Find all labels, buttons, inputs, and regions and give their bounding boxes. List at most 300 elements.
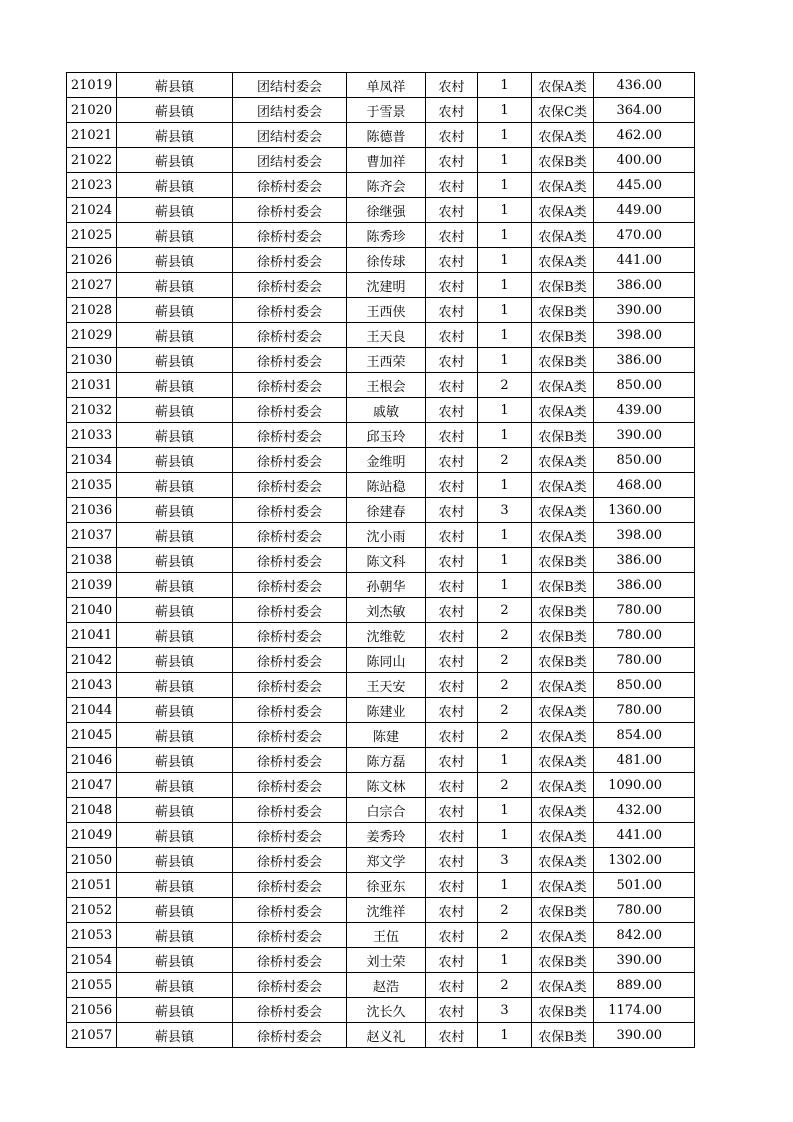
person-name-cell: 陈同山 xyxy=(347,648,426,673)
amount-cell: 481.00 xyxy=(594,748,695,773)
person-name-cell: 刘士荣 xyxy=(347,948,426,973)
record-id-cell: 21037 xyxy=(67,523,117,548)
household-count-cell: 1 xyxy=(478,523,532,548)
person-name-cell: 白宗合 xyxy=(347,798,426,823)
insurance-class-cell: 农保B类 xyxy=(532,623,594,648)
town-cell: 蕲县镇 xyxy=(117,273,233,298)
insurance-class-cell: 农保A类 xyxy=(532,823,594,848)
table-row xyxy=(67,998,695,1023)
insurance-class-cell: 农保A类 xyxy=(532,798,594,823)
town-cell: 蕲县镇 xyxy=(117,423,233,448)
residence-type-cell: 农村 xyxy=(426,623,478,648)
insurance-class-cell: 农保A类 xyxy=(532,498,594,523)
person-name-cell: 陈方磊 xyxy=(347,748,426,773)
residence-type-cell: 农村 xyxy=(426,223,478,248)
insurance-class-cell: 农保B类 xyxy=(532,298,594,323)
residence-type-cell: 农村 xyxy=(426,598,478,623)
amount-cell: 850.00 xyxy=(594,448,695,473)
household-count-cell: 1 xyxy=(478,123,532,148)
insurance-class-cell: 农保A类 xyxy=(532,923,594,948)
household-count-cell: 1 xyxy=(478,198,532,223)
record-id-cell: 21031 xyxy=(67,373,117,398)
person-name-cell: 沈维祥 xyxy=(347,898,426,923)
insurance-class-cell: 农保A类 xyxy=(532,698,594,723)
household-count-cell: 1 xyxy=(478,298,532,323)
amount-cell: 468.00 xyxy=(594,473,695,498)
person-name-cell: 徐建春 xyxy=(347,498,426,523)
residence-type-cell: 农村 xyxy=(426,748,478,773)
person-name-cell: 沈小雨 xyxy=(347,523,426,548)
household-count-cell: 2 xyxy=(478,373,532,398)
residence-type-cell: 农村 xyxy=(426,773,478,798)
record-id-cell: 21026 xyxy=(67,248,117,273)
person-name-cell: 曹加祥 xyxy=(347,148,426,173)
person-name-cell: 戚敏 xyxy=(347,398,426,423)
table-row xyxy=(67,73,695,98)
table-row xyxy=(67,523,695,548)
table-row xyxy=(67,273,695,298)
village-committee-cell: 徐桥村委会 xyxy=(233,248,347,273)
record-id-cell: 21036 xyxy=(67,498,117,523)
table-row xyxy=(67,623,695,648)
record-id-cell: 21045 xyxy=(67,723,117,748)
amount-cell: 854.00 xyxy=(594,723,695,748)
person-name-cell: 徐亚东 xyxy=(347,873,426,898)
household-count-cell: 3 xyxy=(478,848,532,873)
insurance-class-cell: 农保A类 xyxy=(532,773,594,798)
village-committee-cell: 徐桥村委会 xyxy=(233,198,347,223)
record-id-cell: 21025 xyxy=(67,223,117,248)
town-cell: 蕲县镇 xyxy=(117,523,233,548)
person-name-cell: 王西荣 xyxy=(347,348,426,373)
table-row xyxy=(67,898,695,923)
village-committee-cell: 团结村委会 xyxy=(233,98,347,123)
person-name-cell: 陈建业 xyxy=(347,698,426,723)
village-committee-cell: 徐桥村委会 xyxy=(233,523,347,548)
amount-cell: 462.00 xyxy=(594,123,695,148)
village-committee-cell: 徐桥村委会 xyxy=(233,998,347,1023)
insurance-class-cell: 农保A类 xyxy=(532,523,594,548)
village-committee-cell: 徐桥村委会 xyxy=(233,848,347,873)
residence-type-cell: 农村 xyxy=(426,798,478,823)
residence-type-cell: 农村 xyxy=(426,973,478,998)
village-committee-cell: 徐桥村委会 xyxy=(233,773,347,798)
record-id-cell: 21057 xyxy=(67,1023,117,1048)
town-cell: 蕲县镇 xyxy=(117,998,233,1023)
residence-type-cell: 农村 xyxy=(426,148,478,173)
household-count-cell: 1 xyxy=(478,873,532,898)
residence-type-cell: 农村 xyxy=(426,248,478,273)
residence-type-cell: 农村 xyxy=(426,698,478,723)
record-id-cell: 21044 xyxy=(67,698,117,723)
record-id-cell: 21032 xyxy=(67,398,117,423)
household-count-cell: 1 xyxy=(478,1023,532,1048)
person-name-cell: 徐传球 xyxy=(347,248,426,273)
town-cell: 蕲县镇 xyxy=(117,848,233,873)
table-row xyxy=(67,398,695,423)
table-row xyxy=(67,673,695,698)
town-cell: 蕲县镇 xyxy=(117,573,233,598)
amount-cell: 889.00 xyxy=(594,973,695,998)
residence-type-cell: 农村 xyxy=(426,448,478,473)
village-committee-cell: 徐桥村委会 xyxy=(233,748,347,773)
table-row xyxy=(67,423,695,448)
amount-cell: 400.00 xyxy=(594,148,695,173)
record-id-cell: 21027 xyxy=(67,273,117,298)
insurance-class-cell: 农保A类 xyxy=(532,73,594,98)
record-id-cell: 21020 xyxy=(67,98,117,123)
record-id-cell: 21048 xyxy=(67,798,117,823)
insurance-class-cell: 农保B类 xyxy=(532,323,594,348)
town-cell: 蕲县镇 xyxy=(117,948,233,973)
person-name-cell: 沈维乾 xyxy=(347,623,426,648)
town-cell: 蕲县镇 xyxy=(117,648,233,673)
village-committee-cell: 徐桥村委会 xyxy=(233,398,347,423)
record-id-cell: 21043 xyxy=(67,673,117,698)
record-id-cell: 21053 xyxy=(67,923,117,948)
town-cell: 蕲县镇 xyxy=(117,1023,233,1048)
town-cell: 蕲县镇 xyxy=(117,173,233,198)
village-committee-cell: 团结村委会 xyxy=(233,123,347,148)
residence-type-cell: 农村 xyxy=(426,348,478,373)
table-row xyxy=(67,823,695,848)
town-cell: 蕲县镇 xyxy=(117,398,233,423)
household-count-cell: 2 xyxy=(478,898,532,923)
insurance-class-cell: 农保B类 xyxy=(532,273,594,298)
amount-cell: 386.00 xyxy=(594,273,695,298)
amount-cell: 780.00 xyxy=(594,623,695,648)
household-count-cell: 1 xyxy=(478,798,532,823)
record-id-cell: 21056 xyxy=(67,998,117,1023)
residence-type-cell: 农村 xyxy=(426,298,478,323)
household-count-cell: 1 xyxy=(478,223,532,248)
town-cell: 蕲县镇 xyxy=(117,448,233,473)
person-name-cell: 于雪景 xyxy=(347,98,426,123)
village-committee-cell: 徐桥村委会 xyxy=(233,598,347,623)
table-row xyxy=(67,848,695,873)
household-count-cell: 3 xyxy=(478,498,532,523)
village-committee-cell: 徐桥村委会 xyxy=(233,373,347,398)
record-id-cell: 21024 xyxy=(67,198,117,223)
person-name-cell: 郑文学 xyxy=(347,848,426,873)
table-row xyxy=(67,448,695,473)
insurance-class-cell: 农保A类 xyxy=(532,748,594,773)
household-count-cell: 2 xyxy=(478,723,532,748)
table-row xyxy=(67,123,695,148)
table-body xyxy=(67,73,695,1048)
person-name-cell: 孙朝华 xyxy=(347,573,426,598)
amount-cell: 432.00 xyxy=(594,798,695,823)
amount-cell: 390.00 xyxy=(594,948,695,973)
amount-cell: 842.00 xyxy=(594,923,695,948)
insurance-class-cell: 农保B类 xyxy=(532,1023,594,1048)
town-cell: 蕲县镇 xyxy=(117,923,233,948)
table-row xyxy=(67,98,695,123)
person-name-cell: 赵浩 xyxy=(347,973,426,998)
household-count-cell: 1 xyxy=(478,423,532,448)
insurance-class-cell: 农保A类 xyxy=(532,973,594,998)
amount-cell: 386.00 xyxy=(594,348,695,373)
insurance-class-cell: 农保B类 xyxy=(532,573,594,598)
person-name-cell: 陈秀珍 xyxy=(347,223,426,248)
person-name-cell: 陈德普 xyxy=(347,123,426,148)
person-name-cell: 刘杰敏 xyxy=(347,598,426,623)
town-cell: 蕲县镇 xyxy=(117,248,233,273)
household-count-cell: 1 xyxy=(478,823,532,848)
amount-cell: 780.00 xyxy=(594,698,695,723)
table-row xyxy=(67,548,695,573)
table-row xyxy=(67,598,695,623)
table-row xyxy=(67,698,695,723)
record-id-cell: 21030 xyxy=(67,348,117,373)
household-count-cell: 1 xyxy=(478,398,532,423)
person-name-cell: 王根会 xyxy=(347,373,426,398)
insurance-class-cell: 农保C类 xyxy=(532,98,594,123)
village-committee-cell: 徐桥村委会 xyxy=(233,823,347,848)
insurance-class-cell: 农保A类 xyxy=(532,848,594,873)
person-name-cell: 金维明 xyxy=(347,448,426,473)
household-count-cell: 2 xyxy=(478,698,532,723)
residence-type-cell: 农村 xyxy=(426,898,478,923)
village-committee-cell: 徐桥村委会 xyxy=(233,898,347,923)
amount-cell: 439.00 xyxy=(594,398,695,423)
town-cell: 蕲县镇 xyxy=(117,623,233,648)
amount-cell: 398.00 xyxy=(594,323,695,348)
village-committee-cell: 徐桥村委会 xyxy=(233,698,347,723)
household-count-cell: 1 xyxy=(478,948,532,973)
village-committee-cell: 徐桥村委会 xyxy=(233,1023,347,1048)
record-id-cell: 21039 xyxy=(67,573,117,598)
table-row xyxy=(67,798,695,823)
record-id-cell: 21019 xyxy=(67,73,117,98)
person-name-cell: 陈文科 xyxy=(347,548,426,573)
table-row xyxy=(67,1023,695,1048)
residence-type-cell: 农村 xyxy=(426,1023,478,1048)
household-count-cell: 1 xyxy=(478,98,532,123)
table-row xyxy=(67,323,695,348)
household-count-cell: 2 xyxy=(478,673,532,698)
village-committee-cell: 徐桥村委会 xyxy=(233,573,347,598)
person-name-cell: 沈建明 xyxy=(347,273,426,298)
table-row xyxy=(67,648,695,673)
record-id-cell: 21046 xyxy=(67,748,117,773)
village-committee-cell: 徐桥村委会 xyxy=(233,923,347,948)
insurance-class-cell: 农保B类 xyxy=(532,348,594,373)
person-name-cell: 陈齐会 xyxy=(347,173,426,198)
table-row xyxy=(67,373,695,398)
town-cell: 蕲县镇 xyxy=(117,698,233,723)
residence-type-cell: 农村 xyxy=(426,923,478,948)
record-id-cell: 21052 xyxy=(67,898,117,923)
residence-type-cell: 农村 xyxy=(426,998,478,1023)
insurance-class-cell: 农保A类 xyxy=(532,198,594,223)
town-cell: 蕲县镇 xyxy=(117,123,233,148)
amount-cell: 470.00 xyxy=(594,223,695,248)
amount-cell: 445.00 xyxy=(594,173,695,198)
household-count-cell: 2 xyxy=(478,648,532,673)
amount-cell: 780.00 xyxy=(594,898,695,923)
person-name-cell: 单凤祥 xyxy=(347,73,426,98)
household-count-cell: 1 xyxy=(478,748,532,773)
village-committee-cell: 徐桥村委会 xyxy=(233,448,347,473)
town-cell: 蕲县镇 xyxy=(117,798,233,823)
village-committee-cell: 徐桥村委会 xyxy=(233,673,347,698)
residence-type-cell: 农村 xyxy=(426,523,478,548)
person-name-cell: 徐继强 xyxy=(347,198,426,223)
table-row xyxy=(67,148,695,173)
table-row xyxy=(67,298,695,323)
amount-cell: 441.00 xyxy=(594,823,695,848)
household-count-cell: 2 xyxy=(478,623,532,648)
town-cell: 蕲县镇 xyxy=(117,673,233,698)
record-id-cell: 21051 xyxy=(67,873,117,898)
table-row xyxy=(67,223,695,248)
residence-type-cell: 农村 xyxy=(426,373,478,398)
household-count-cell: 2 xyxy=(478,448,532,473)
household-count-cell: 1 xyxy=(478,173,532,198)
person-name-cell: 王天良 xyxy=(347,323,426,348)
village-committee-cell: 徐桥村委会 xyxy=(233,173,347,198)
residence-type-cell: 农村 xyxy=(426,173,478,198)
village-committee-cell: 徐桥村委会 xyxy=(233,948,347,973)
table-row xyxy=(67,473,695,498)
amount-cell: 436.00 xyxy=(594,73,695,98)
residence-type-cell: 农村 xyxy=(426,73,478,98)
village-committee-cell: 团结村委会 xyxy=(233,73,347,98)
residence-type-cell: 农村 xyxy=(426,723,478,748)
insurance-class-cell: 农保A类 xyxy=(532,673,594,698)
residence-type-cell: 农村 xyxy=(426,123,478,148)
town-cell: 蕲县镇 xyxy=(117,298,233,323)
residence-type-cell: 农村 xyxy=(426,198,478,223)
residence-type-cell: 农村 xyxy=(426,548,478,573)
village-committee-cell: 徐桥村委会 xyxy=(233,623,347,648)
household-count-cell: 1 xyxy=(478,148,532,173)
village-committee-cell: 徐桥村委会 xyxy=(233,298,347,323)
insurance-class-cell: 农保B类 xyxy=(532,648,594,673)
household-count-cell: 1 xyxy=(478,73,532,98)
residence-type-cell: 农村 xyxy=(426,273,478,298)
household-count-cell: 1 xyxy=(478,273,532,298)
household-count-cell: 1 xyxy=(478,548,532,573)
insurance-class-cell: 农保B类 xyxy=(532,598,594,623)
household-count-cell: 2 xyxy=(478,598,532,623)
insurance-class-cell: 农保A类 xyxy=(532,173,594,198)
residence-type-cell: 农村 xyxy=(426,673,478,698)
insurance-class-cell: 农保A类 xyxy=(532,398,594,423)
town-cell: 蕲县镇 xyxy=(117,498,233,523)
village-committee-cell: 徐桥村委会 xyxy=(233,798,347,823)
village-committee-cell: 徐桥村委会 xyxy=(233,648,347,673)
amount-cell: 390.00 xyxy=(594,1023,695,1048)
amount-cell: 780.00 xyxy=(594,648,695,673)
record-id-cell: 21040 xyxy=(67,598,117,623)
amount-cell: 1302.00 xyxy=(594,848,695,873)
residence-type-cell: 农村 xyxy=(426,473,478,498)
village-committee-cell: 徐桥村委会 xyxy=(233,423,347,448)
village-committee-cell: 徐桥村委会 xyxy=(233,548,347,573)
table-row xyxy=(67,748,695,773)
amount-cell: 390.00 xyxy=(594,298,695,323)
record-id-cell: 21047 xyxy=(67,773,117,798)
insurance-class-cell: 农保A类 xyxy=(532,448,594,473)
person-name-cell: 邱玉玲 xyxy=(347,423,426,448)
town-cell: 蕲县镇 xyxy=(117,598,233,623)
person-name-cell: 王西侠 xyxy=(347,298,426,323)
insurance-class-cell: 农保B类 xyxy=(532,548,594,573)
person-name-cell: 王伍 xyxy=(347,923,426,948)
town-cell: 蕲县镇 xyxy=(117,373,233,398)
record-id-cell: 21049 xyxy=(67,823,117,848)
record-id-cell: 21028 xyxy=(67,298,117,323)
village-committee-cell: 徐桥村委会 xyxy=(233,473,347,498)
residence-type-cell: 农村 xyxy=(426,948,478,973)
table-row xyxy=(67,173,695,198)
table-row xyxy=(67,198,695,223)
village-committee-cell: 徐桥村委会 xyxy=(233,223,347,248)
household-count-cell: 2 xyxy=(478,973,532,998)
record-id-cell: 21033 xyxy=(67,423,117,448)
record-id-cell: 21034 xyxy=(67,448,117,473)
village-committee-cell: 徐桥村委会 xyxy=(233,723,347,748)
household-count-cell: 1 xyxy=(478,473,532,498)
insurance-class-cell: 农保A类 xyxy=(532,223,594,248)
record-id-cell: 21055 xyxy=(67,973,117,998)
village-committee-cell: 徐桥村委会 xyxy=(233,348,347,373)
household-count-cell: 1 xyxy=(478,323,532,348)
household-count-cell: 2 xyxy=(478,923,532,948)
record-id-cell: 21029 xyxy=(67,323,117,348)
residence-type-cell: 农村 xyxy=(426,648,478,673)
person-name-cell: 沈长久 xyxy=(347,998,426,1023)
person-name-cell: 赵义礼 xyxy=(347,1023,426,1048)
insurance-class-cell: 农保B类 xyxy=(532,423,594,448)
insurance-class-cell: 农保B类 xyxy=(532,898,594,923)
table-row xyxy=(67,873,695,898)
amount-cell: 386.00 xyxy=(594,573,695,598)
record-id-cell: 21023 xyxy=(67,173,117,198)
amount-cell: 449.00 xyxy=(594,198,695,223)
insurance-class-cell: 农保A类 xyxy=(532,873,594,898)
amount-cell: 850.00 xyxy=(594,373,695,398)
residence-type-cell: 农村 xyxy=(426,398,478,423)
table-row xyxy=(67,498,695,523)
person-name-cell: 王天安 xyxy=(347,673,426,698)
insurance-class-cell: 农保A类 xyxy=(532,123,594,148)
amount-cell: 850.00 xyxy=(594,673,695,698)
town-cell: 蕲县镇 xyxy=(117,748,233,773)
table-row xyxy=(67,573,695,598)
table-row xyxy=(67,923,695,948)
record-id-cell: 21038 xyxy=(67,548,117,573)
town-cell: 蕲县镇 xyxy=(117,98,233,123)
town-cell: 蕲县镇 xyxy=(117,148,233,173)
town-cell: 蕲县镇 xyxy=(117,223,233,248)
residence-type-cell: 农村 xyxy=(426,823,478,848)
amount-cell: 390.00 xyxy=(594,423,695,448)
record-id-cell: 21054 xyxy=(67,948,117,973)
amount-cell: 1090.00 xyxy=(594,773,695,798)
household-count-cell: 1 xyxy=(478,573,532,598)
village-committee-cell: 徐桥村委会 xyxy=(233,498,347,523)
person-name-cell: 陈建 xyxy=(347,723,426,748)
town-cell: 蕲县镇 xyxy=(117,773,233,798)
table-row xyxy=(67,248,695,273)
amount-cell: 1360.00 xyxy=(594,498,695,523)
insurance-class-cell: 农保A类 xyxy=(532,373,594,398)
person-name-cell: 陈文林 xyxy=(347,773,426,798)
household-count-cell: 1 xyxy=(478,348,532,373)
